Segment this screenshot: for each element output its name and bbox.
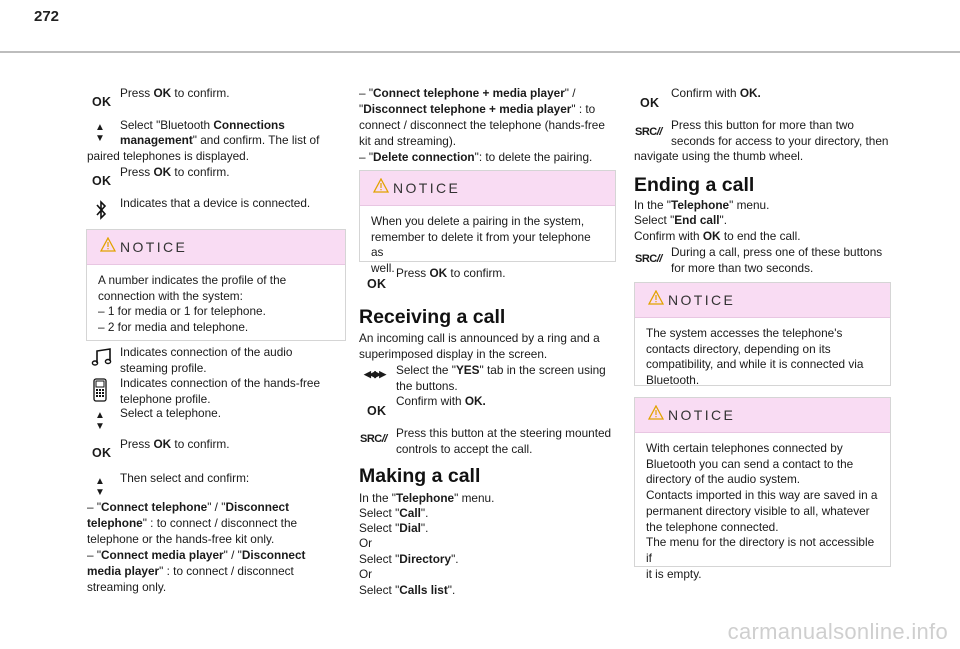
text-select-dial: Select "Dial". bbox=[359, 521, 429, 535]
notice-line: contacts directory, depending on its bbox=[646, 341, 831, 356]
text-press-ok-4: Press OK to confirm. bbox=[396, 266, 506, 280]
warning-icon bbox=[100, 237, 116, 252]
text-incoming-2: superimposed display in the screen. bbox=[359, 347, 548, 361]
text-connect-tel-media-3: connect / disconnect the telephone (hands-free bbox=[359, 118, 605, 132]
heading-ending-call: Ending a call bbox=[634, 174, 755, 196]
notice-line: compatibility, and while it is connected via bbox=[646, 357, 864, 372]
text-handsfree-profile-2: telephone profile. bbox=[120, 392, 211, 406]
header-divider bbox=[0, 51, 960, 53]
notice-line: Bluetooth. bbox=[646, 373, 700, 388]
watermark: carmanualsonline.info bbox=[727, 619, 948, 644]
heading-making-call: Making a call bbox=[359, 465, 481, 487]
text-select-bluetooth: Select "Bluetooth Connections bbox=[120, 118, 285, 132]
src-button-icon: SRC// bbox=[635, 253, 662, 265]
text-press-two-sec-3: navigate using the thumb wheel. bbox=[634, 149, 804, 163]
up-down-arrows-icon: ▲ ▼ bbox=[95, 122, 105, 144]
notice-line: Bluetooth you can send a contact to the bbox=[646, 456, 854, 471]
notice-line: When you delete a pairing in the system, bbox=[371, 214, 585, 228]
bluetooth-icon bbox=[95, 200, 107, 223]
warning-icon bbox=[373, 178, 389, 193]
phone-keypad-icon bbox=[93, 378, 107, 405]
warning-icon bbox=[648, 405, 664, 420]
notice-line: well. bbox=[371, 261, 395, 276]
notice-title: NOTICE bbox=[668, 292, 736, 308]
text-confirm-ok-3: Confirm with OK. bbox=[671, 86, 761, 100]
text-select-confirm: Then select and confirm: bbox=[120, 471, 250, 485]
text-select-yes-2: the buttons. bbox=[396, 379, 458, 393]
notice-line: The system accesses the telephone's bbox=[646, 326, 843, 340]
text-select-directory: Select "Directory". bbox=[359, 552, 459, 566]
text-during-call-1: During a call, press one of these buttons bbox=[671, 245, 883, 259]
text-connect-telephone-1: – "Connect telephone" / "Disconnect bbox=[87, 500, 290, 514]
text-press-two-sec-1: Press this button for more than two bbox=[671, 118, 854, 132]
text-audio-profile-1: Indicates connection of the audio bbox=[120, 345, 293, 359]
ok-button-icon: OK bbox=[92, 174, 112, 188]
notice-line: the telephone connected. bbox=[646, 519, 779, 534]
notice-line: With certain telephones connected by bbox=[646, 441, 843, 455]
ok-button-icon: OK bbox=[367, 277, 387, 291]
src-button-icon: SRC// bbox=[360, 433, 387, 445]
notice-line: A number indicates the profile of the bbox=[98, 273, 287, 287]
text-connect-tel-media-2: "Disconnect telephone + media player" : to bbox=[359, 102, 596, 116]
notice-box-1 bbox=[86, 229, 346, 341]
notice-line: Contacts imported in this way are saved in a bbox=[646, 488, 878, 503]
left-right-arrows-icon: ◀◀ ▶▶ bbox=[364, 369, 385, 379]
text-or-2: Or bbox=[359, 567, 373, 581]
ok-button-icon: OK bbox=[367, 404, 387, 418]
notice-box-4 bbox=[634, 397, 891, 581]
ok-button-icon: OK bbox=[92, 446, 112, 460]
notice-title: NOTICE bbox=[393, 180, 461, 196]
text-handsfree-profile-1: Indicates connection of the hands-free bbox=[120, 376, 321, 390]
text-in-telephone: In the "Telephone" menu. bbox=[359, 491, 495, 505]
text-connect-tel-media-4: kit and streaming). bbox=[359, 134, 457, 148]
text-or-1: Or bbox=[359, 536, 373, 550]
text-confirm-ok-2: Confirm with OK. bbox=[396, 394, 486, 408]
text-device-connected: Indicates that a device is connected. bbox=[120, 196, 311, 210]
text-confirm-end: Confirm with OK to end the call. bbox=[634, 229, 801, 243]
text-incoming-1: An incoming call is announced by a ring and a bbox=[359, 331, 600, 345]
text-press-ok-2: Press OK to confirm. bbox=[120, 165, 230, 179]
ok-button-icon: OK bbox=[640, 96, 660, 110]
text-connect-media-3: streaming only. bbox=[87, 580, 167, 594]
text-connect-media-1: – "Connect media player" / "Disconnect bbox=[87, 548, 306, 562]
notice-line: connection with the system: bbox=[98, 288, 243, 303]
notice-line: – 1 for media or 1 for telephone. bbox=[98, 304, 266, 319]
text-during-call-2: for more than two seconds. bbox=[671, 261, 814, 275]
text-delete-connection: – "Delete connection": to delete the pairing. bbox=[359, 150, 593, 164]
warning-icon bbox=[648, 290, 664, 305]
text-connect-telephone-2: telephone" : to connect / disconnect the bbox=[87, 516, 298, 530]
text-select-call: Select "Call". bbox=[359, 506, 429, 520]
page-number: 272 bbox=[34, 8, 60, 25]
music-note-icon bbox=[91, 347, 113, 370]
src-button-icon: SRC// bbox=[635, 126, 662, 138]
up-down-arrows-icon: ▲ ▼ bbox=[95, 476, 105, 498]
text-connect-tel-media-1: – "Connect telephone + media player" / bbox=[359, 86, 576, 100]
ok-button-icon: OK bbox=[92, 95, 112, 109]
notice-line: remember to delete it from your telephone as bbox=[371, 229, 591, 260]
notice-line: permanent directory visible to all, whatever bbox=[646, 503, 870, 518]
notice-box-3 bbox=[634, 282, 891, 386]
text-press-ok-3: Press OK to confirm. bbox=[120, 437, 230, 451]
text-audio-profile-2: steaming profile. bbox=[120, 361, 207, 375]
text-steering-2: controls to accept the call. bbox=[396, 442, 533, 456]
text-paired-displayed: paired telephones is displayed. bbox=[87, 149, 249, 163]
notice-line: it is empty. bbox=[646, 566, 702, 581]
text-end-in-telephone: In the "Telephone" menu. bbox=[634, 198, 770, 212]
heading-receiving-call: Receiving a call bbox=[359, 306, 506, 328]
up-down-arrows-icon: ▲ ▼ bbox=[95, 410, 105, 432]
notice-title: NOTICE bbox=[668, 407, 736, 423]
text-press-ok-1: Press OK to confirm. bbox=[120, 86, 230, 100]
text-connect-media-2: media player" : to connect / disconnect bbox=[87, 564, 294, 578]
notice-line: directory of the audio system. bbox=[646, 472, 801, 487]
text-select-yes-1: Select the "YES" tab in the screen using bbox=[396, 363, 606, 377]
text-connect-telephone-3: telephone or the hands-free kit only. bbox=[87, 532, 275, 546]
text-press-two-sec-2: seconds for access to your directory, then bbox=[671, 134, 889, 148]
text-steering-1: Press this button at the steering mounted bbox=[396, 426, 612, 440]
text-select-calls-list: Select "Calls list". bbox=[359, 583, 456, 597]
notice-line: – 2 for media and telephone. bbox=[98, 320, 249, 335]
text-select-end-call: Select "End call". bbox=[634, 213, 727, 227]
notice-line: The menu for the directory is not accessible if bbox=[646, 535, 875, 565]
text-select-telephone: Select a telephone. bbox=[120, 406, 222, 420]
text-select-bluetooth-2: management" and confirm. The list of bbox=[120, 133, 320, 147]
notice-title: NOTICE bbox=[120, 239, 188, 255]
